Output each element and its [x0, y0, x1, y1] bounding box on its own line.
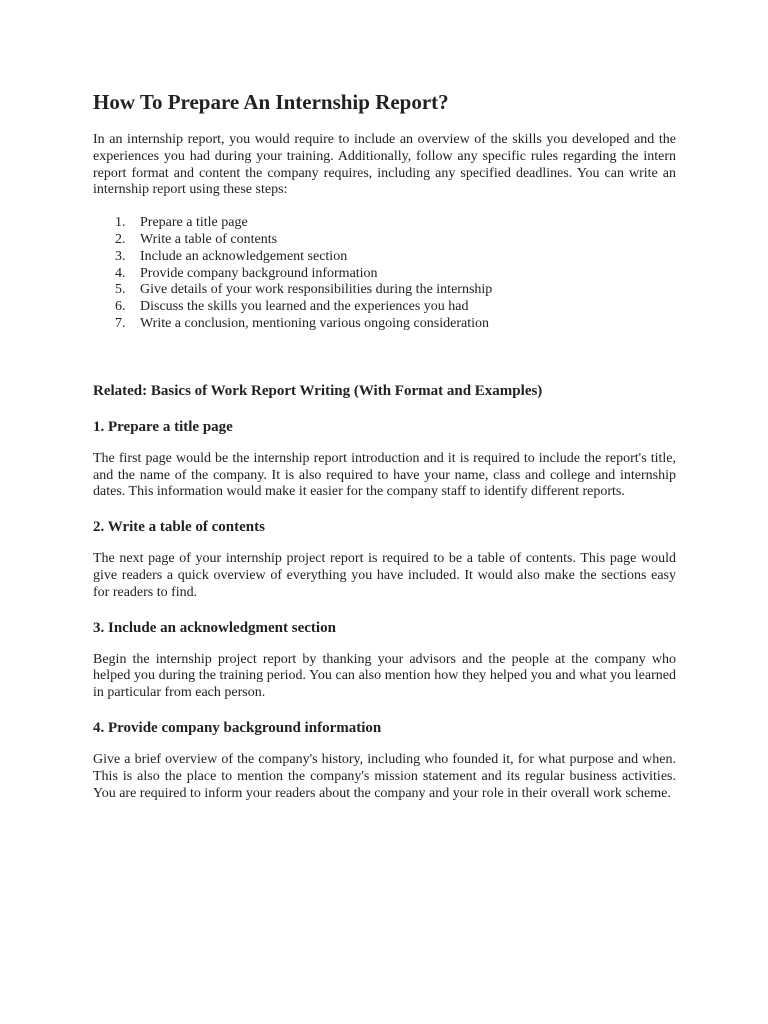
- section-title-page: [93, 417, 676, 501]
- list-item-text: Discuss the skills you learned and the experiences you had: [140, 299, 469, 315]
- related-heading: [93, 381, 676, 401]
- list-item-text: Write a table of contents: [140, 231, 278, 247]
- section-company-background: [93, 718, 676, 802]
- list-item-number: 2.: [115, 231, 126, 247]
- list-item-number: 1.: [115, 215, 126, 231]
- section-body: The first page would be the internship report introduction and it is required to include the report's title, and the name of the company. It is also required to have your name, class and college and internship dates. This information would make it easier for the company staff to identify different reports.: [93, 450, 676, 500]
- section-heading: 3. Include an acknowledgment section: [93, 619, 336, 636]
- list-item-number: 6.: [115, 299, 126, 315]
- section-heading: 4. Provide company background information: [93, 719, 382, 736]
- section-heading: 2. Write a table of contents: [93, 519, 265, 536]
- list-item-text: Write a conclusion, mentioning various ongoing consideration: [140, 315, 489, 331]
- list-item-number: 7.: [115, 315, 126, 331]
- section-heading: 1. Prepare a title page: [93, 418, 233, 435]
- list-item: [93, 249, 676, 266]
- section-body: Begin the internship project report by thanking your advisors and the people at the company who helped you during the training period. You can also mention how they helped you and what you learned in particular from each person.: [93, 651, 676, 701]
- list-item-text: Give details of your work responsibilities during the internship: [140, 282, 493, 298]
- intro-paragraph: In an internship report, you would require to include an overview of the skills you developed and the experiences you had during your training. Additionally, follow any specific rules regarding the intern report format and content the company requires, including any specified deadlines. You can write an internship report using these steps:: [93, 132, 676, 198]
- section-body: Give a brief overview of the company's history, including who founded it, for what purpose and when. This is also the place to mention the company's mission statement and its regular business activities. You are required to inform your readers about the company and your role in their overall work scheme.: [93, 751, 676, 801]
- section-body: The next page of your internship project report is required to be a table of contents. This page would give readers a quick overview of everything you have included. It would also make the sections easy for readers to find.: [93, 551, 676, 600]
- list-item: [93, 316, 676, 333]
- list-item-number: 5.: [115, 282, 126, 298]
- related-prefix: Related:: [93, 382, 151, 399]
- list-item: [93, 266, 676, 283]
- list-item: [93, 299, 676, 316]
- section-acknowledgment: [93, 618, 676, 702]
- list-item-text: Provide company background information: [140, 265, 378, 281]
- section-table-of-contents: [93, 517, 676, 601]
- steps-list: [93, 215, 676, 333]
- page-title: How To Prepare An Internship Report?: [93, 90, 449, 114]
- list-item: [93, 232, 676, 249]
- list-item: [93, 215, 676, 232]
- related-article-link[interactable]: Basics of Work Report Writing (With Format and Examples): [150, 382, 543, 399]
- list-item: [93, 282, 676, 299]
- list-item-text: Include an acknowledgement section: [140, 248, 348, 264]
- list-item-text: Prepare a title page: [140, 215, 248, 231]
- list-item-number: 3.: [115, 248, 126, 264]
- list-item-number: 4.: [115, 265, 126, 281]
